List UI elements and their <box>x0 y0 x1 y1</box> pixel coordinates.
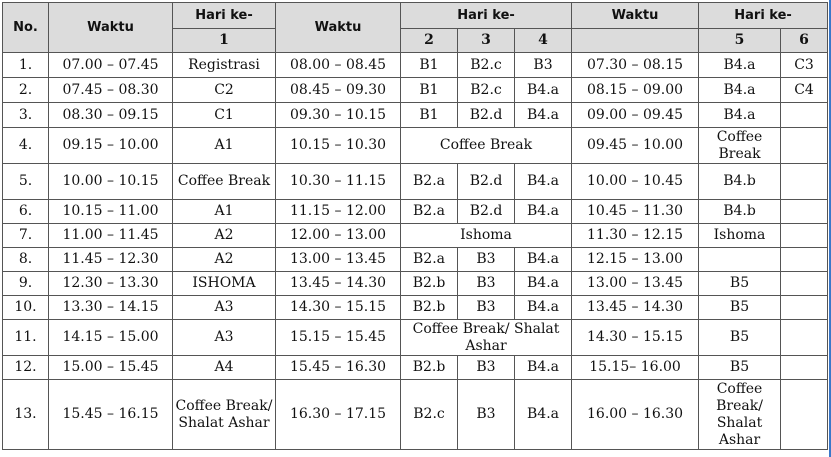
day3-cell: B3 <box>458 296 515 320</box>
time-cell: 07.30 – 08.15 <box>572 53 699 78</box>
table-row <box>3 320 828 356</box>
time-cell: 07.00 – 07.45 <box>49 53 173 78</box>
time-cell: 11.45 – 12.30 <box>49 248 173 272</box>
day4-cell: B4.a <box>515 296 572 320</box>
time-cell: 15.45 – 16.30 <box>276 356 401 380</box>
header-no: No. <box>3 3 49 53</box>
day1-cell: A1 <box>173 200 276 224</box>
time-cell: 10.00 – 10.45 <box>572 164 699 200</box>
day1-cell: ISHOMA <box>173 272 276 296</box>
time-cell: 11.15 – 12.00 <box>276 200 401 224</box>
day3-cell: B3 <box>458 272 515 296</box>
day6-cell <box>781 272 828 296</box>
header-waktu-3: Waktu <box>572 3 699 29</box>
day5-cell: B5 <box>699 296 781 320</box>
table-row <box>3 103 828 128</box>
day6-cell <box>781 356 828 380</box>
time-cell: 08.45 – 09.30 <box>276 78 401 103</box>
time-cell: 07.45 – 08.30 <box>49 78 173 103</box>
time-cell: 13.00 – 13.45 <box>276 248 401 272</box>
time-cell: 13.30 – 14.15 <box>49 296 173 320</box>
day5-cell: Coffee Break <box>699 128 781 164</box>
time-cell: 13.45 – 14.30 <box>276 272 401 296</box>
time-cell: 16.30 – 17.15 <box>276 380 401 450</box>
day5-cell: B4.b <box>699 164 781 200</box>
day4-cell: B3 <box>515 53 572 78</box>
header-day-6: 6 <box>781 29 828 53</box>
header-day-1: 1 <box>173 29 276 53</box>
day5-cell: B4.a <box>699 103 781 128</box>
day3-cell: B2.c <box>458 53 515 78</box>
time-cell: 09.45 – 10.00 <box>572 128 699 164</box>
table-row <box>3 128 828 164</box>
table-row <box>3 224 828 248</box>
time-cell: 15.15 – 15.45 <box>276 320 401 356</box>
day6-cell: C4 <box>781 78 828 103</box>
time-cell: 08.15 – 09.00 <box>572 78 699 103</box>
table-row <box>3 380 828 450</box>
time-cell: 09.30 – 10.15 <box>276 103 401 128</box>
day6-cell <box>781 200 828 224</box>
table-row <box>3 272 828 296</box>
day2-4-merged-cell: Coffee Break/ Shalat Ashar <box>401 320 572 356</box>
time-cell: 13.00 – 13.45 <box>572 272 699 296</box>
time-cell: 08.30 – 09.15 <box>49 103 173 128</box>
time-cell: 12.00 – 13.00 <box>276 224 401 248</box>
row-number: 2. <box>3 78 49 103</box>
row-number: 7. <box>3 224 49 248</box>
day2-cell: B2.a <box>401 248 458 272</box>
day4-cell: B4.a <box>515 272 572 296</box>
row-number: 4. <box>3 128 49 164</box>
time-cell: 14.30 – 15.15 <box>572 320 699 356</box>
day1-cell: A3 <box>173 296 276 320</box>
header-day-5: 5 <box>699 29 781 53</box>
time-cell: 12.15 – 13.00 <box>572 248 699 272</box>
header-day-4: 4 <box>515 29 572 53</box>
time-cell: 14.30 – 15.15 <box>276 296 401 320</box>
time-cell: 15.45 – 16.15 <box>49 380 173 450</box>
day5-cell: Ishoma <box>699 224 781 248</box>
day6-cell <box>781 248 828 272</box>
schedule-table <box>2 2 828 450</box>
header-day-2: 2 <box>401 29 458 53</box>
day3-cell: B2.d <box>458 164 515 200</box>
day1-cell: Coffee Break <box>173 164 276 200</box>
day6-cell <box>781 320 828 356</box>
row-number: 10. <box>3 296 49 320</box>
day2-cell: B2.a <box>401 164 458 200</box>
day5-cell: Coffee Break/ Shalat Ashar <box>699 380 781 450</box>
day5-cell <box>699 248 781 272</box>
day5-cell: B5 <box>699 320 781 356</box>
day1-cell: Registrasi <box>173 53 276 78</box>
day4-cell: B4.a <box>515 103 572 128</box>
day2-cell: B1 <box>401 53 458 78</box>
time-cell: 11.00 – 11.45 <box>49 224 173 248</box>
day3-cell: B2.d <box>458 200 515 224</box>
day4-cell: B4.a <box>515 164 572 200</box>
day1-cell: A3 <box>173 320 276 356</box>
time-cell: 09.00 – 09.45 <box>572 103 699 128</box>
time-cell: 12.30 – 13.30 <box>49 272 173 296</box>
day6-cell <box>781 128 828 164</box>
header-hari-ke-1: Hari ke- <box>173 3 276 29</box>
row-number: 13. <box>3 380 49 450</box>
day5-cell: B4.a <box>699 78 781 103</box>
day1-cell: A1 <box>173 128 276 164</box>
header-hari-ke-3: Hari ke- <box>699 3 828 29</box>
day5-cell: B5 <box>699 272 781 296</box>
day2-cell: B2.b <box>401 356 458 380</box>
day1-cell: C2 <box>173 78 276 103</box>
header-day-3: 3 <box>458 29 515 53</box>
time-cell: 08.00 – 08.45 <box>276 53 401 78</box>
day4-cell: B4.a <box>515 380 572 450</box>
day6-cell: C3 <box>781 53 828 78</box>
day2-cell: B1 <box>401 103 458 128</box>
time-cell: 10.15 – 10.30 <box>276 128 401 164</box>
time-cell: 10.00 – 10.15 <box>49 164 173 200</box>
day6-cell <box>781 380 828 450</box>
day1-cell: A2 <box>173 248 276 272</box>
row-number: 12. <box>3 356 49 380</box>
time-cell: 15.00 – 15.45 <box>49 356 173 380</box>
row-number: 9. <box>3 272 49 296</box>
row-number: 8. <box>3 248 49 272</box>
table-row <box>3 296 828 320</box>
time-cell: 10.30 – 11.15 <box>276 164 401 200</box>
day1-cell: Coffee Break/ Shalat Ashar <box>173 380 276 450</box>
day4-cell: B4.a <box>515 356 572 380</box>
time-cell: 13.45 – 14.30 <box>572 296 699 320</box>
day6-cell <box>781 164 828 200</box>
day3-cell: B3 <box>458 380 515 450</box>
day4-cell: B4.a <box>515 200 572 224</box>
time-cell: 10.15 – 11.00 <box>49 200 173 224</box>
header-hari-ke-2: Hari ke- <box>401 3 572 29</box>
day2-cell: B2.b <box>401 296 458 320</box>
day1-cell: C1 <box>173 103 276 128</box>
header-waktu-2: Waktu <box>276 3 401 53</box>
row-number: 5. <box>3 164 49 200</box>
day2-cell: B1 <box>401 78 458 103</box>
day4-cell: B4.a <box>515 248 572 272</box>
day2-cell: B2.b <box>401 272 458 296</box>
time-cell: 10.45 – 11.30 <box>572 200 699 224</box>
time-cell: 11.30 – 12.15 <box>572 224 699 248</box>
table-row <box>3 78 828 103</box>
day3-cell: B3 <box>458 248 515 272</box>
day6-cell <box>781 296 828 320</box>
table-row <box>3 248 828 272</box>
day3-cell: B3 <box>458 356 515 380</box>
day2-cell: B2.a <box>401 200 458 224</box>
day3-cell: B2.d <box>458 103 515 128</box>
table-row <box>3 200 828 224</box>
day6-cell <box>781 103 828 128</box>
table-row <box>3 356 828 380</box>
time-cell: 14.15 – 15.00 <box>49 320 173 356</box>
day3-cell: B2.c <box>458 78 515 103</box>
time-cell: 09.15 – 10.00 <box>49 128 173 164</box>
row-number: 6. <box>3 200 49 224</box>
time-cell: 15.15– 16.00 <box>572 356 699 380</box>
day6-cell <box>781 224 828 248</box>
table-row <box>3 53 828 78</box>
row-number: 1. <box>3 53 49 78</box>
day2-cell: B2.c <box>401 380 458 450</box>
table-row <box>3 164 828 200</box>
day2-4-merged-cell: Coffee Break <box>401 128 572 164</box>
row-number: 3. <box>3 103 49 128</box>
day1-cell: A4 <box>173 356 276 380</box>
day1-cell: A2 <box>173 224 276 248</box>
time-cell: 16.00 – 16.30 <box>572 380 699 450</box>
header-waktu-3-blank <box>572 29 699 53</box>
day4-cell: B4.a <box>515 78 572 103</box>
day5-cell: B4.a <box>699 53 781 78</box>
day2-4-merged-cell: Ishoma <box>401 224 572 248</box>
day5-cell: B4.b <box>699 200 781 224</box>
header-waktu-1: Waktu <box>49 3 173 53</box>
row-number: 11. <box>3 320 49 356</box>
day5-cell: B5 <box>699 356 781 380</box>
